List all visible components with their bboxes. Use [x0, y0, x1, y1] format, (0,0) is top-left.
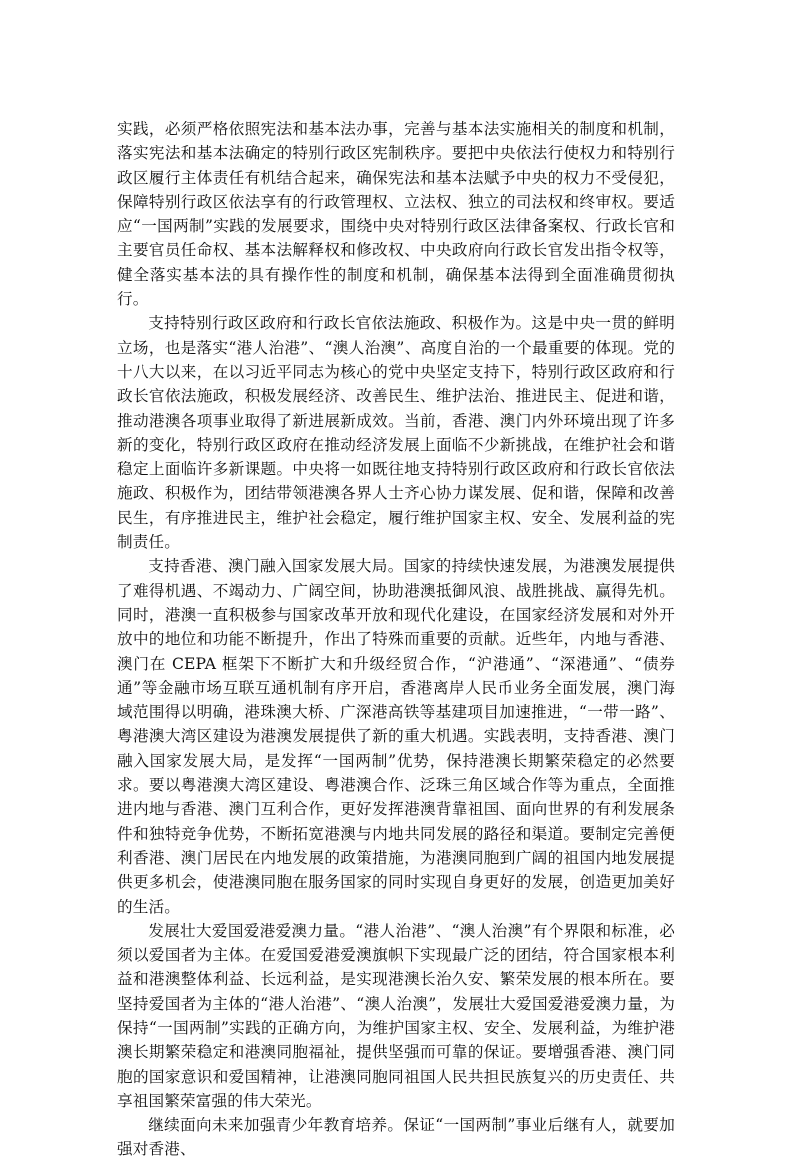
paragraph-5: 继续面向未来加强青少年教育培养。保证“一国两制”事业后继有人，就要加强对香港、	[117, 1116, 675, 1159]
paragraph-1: 实践，必须严格依照宪法和基本法办事，完善与基本法实施相关的制度和机制，落实宪法和基本法确定的特别行政区宪制秩序。要把中央依法行使权力和特别行政区履行主体责任有机结合起来，确保宪法和基本法赋予中央的权力不受侵犯，保障特别行政区依法享有的行政管理权、立法权、独立的司法权和终审权。要适应“一国两制”实践的发展要求，围绕中央对特别行政区法律备案权、行政长官和主要官员任命权、基本法解释权和修改权、中央政府向行政长官发出指令权等，健全落实基本法的具有操作性的制度和机制，确保基本法得到全面准确贯彻执行。	[117, 120, 675, 309]
paragraph-2: 支持特别行政区政府和行政长官依法施政、积极作为。这是中央一贯的鲜明立场，也是落实“港人治港”、“澳人治澳”、高度自治的一个最重要的体现。党的十八大以来，在以习近平同志为核心的党中央坚定支持下，特别行政区政府和行政长官依法施政，积极发展经济、改善民生、维护法治、推进民主、促进和谐，推动港澳各项事业取得了新进展新成效。当前，香港、澳门内外环境出现了许多新的变化，特别行政区政府在推动经济发展上面临不少新挑战，在维护社会和谐稳定上面临许多新课题。中央将一如既往地支持特别行政区政府和行政长官依法施政、积极作为，团结带领港澳各界人士齐心协力谋发展、促和谐，保障和改善民生，有序推进民主，维护社会稳定，履行维护国家主权、安全、发展利益的宪制责任。	[117, 314, 675, 552]
paragraph-3: 支持香港、澳门融入国家发展大局。国家的持续快速发展，为港澳发展提供了难得机遇、不竭动力、广阔空间，协助港澳抵御风浪、战胜挑战、赢得先机。同时，港澳一直积极参与国家改革开放和现代化建设，在国家经济发展和对外开放中的地位和功能不断提升，作出了特殊而重要的贡献。近些年，内地与香港、澳门在 CEPA 框架下不断扩大和升级经贸合作，“沪港通”、“深港通”、“债券通”等金融市场互联互通机制有序开启，香港离岸人民币业务全面发展，澳门海域范围得以明确，港珠澳大桥、广深港高铁等基建项目加速推进，“一带一路”、粤港澳大湾区建设为港澳发展提供了新的重大机遇。实践表明，支持香港、澳门融入国家发展大局，是发挥“一国两制”优势，保持港澳长期繁荣稳定的必然要求。要以粤港澳大湾区建设、粤港澳合作、泛珠三角区域合作等为重点，全面推进内地与香港、澳门互利合作，更好发挥港澳背靠祖国、面向世界的有利发展条件和独特竞争优势，不断拓宽港澳与内地共同发展的路径和渠道。要制定完善便利香港、澳门居民在内地发展的政策措施，为港澳同胞到广阔的祖国内地发展提供更多机会，使港澳同胞在服务国家的同时实现自身更好的发展，创造更加美好的生活。	[117, 557, 675, 916]
paragraph-4: 发展壮大爱国爱港爱澳力量。“港人治港”、“澳人治澳”有个界限和标准，必须以爱国者为主体。在爱国爱港爱澳旗帜下实现最广泛的团结，符合国家根本利益和港澳整体利益、长远利益，是实现港澳长治久安、繁荣发展的根本所在。要坚持爱国者为主体的“港人治港”、“澳人治澳”，发展壮大爱国爱港爱澳力量，为保持“一国两制”实践的正确方向，为维护国家主权、安全、发展利益，为维护港澳长期繁荣稳定和港澳同胞福祉，提供坚强而可靠的保证。要增强香港、澳门同胞的国家意识和爱国精神，让港澳同胞同祖国人民共担民族复兴的历史责任、共享祖国繁荣富强的伟大荣光。	[117, 921, 675, 1110]
